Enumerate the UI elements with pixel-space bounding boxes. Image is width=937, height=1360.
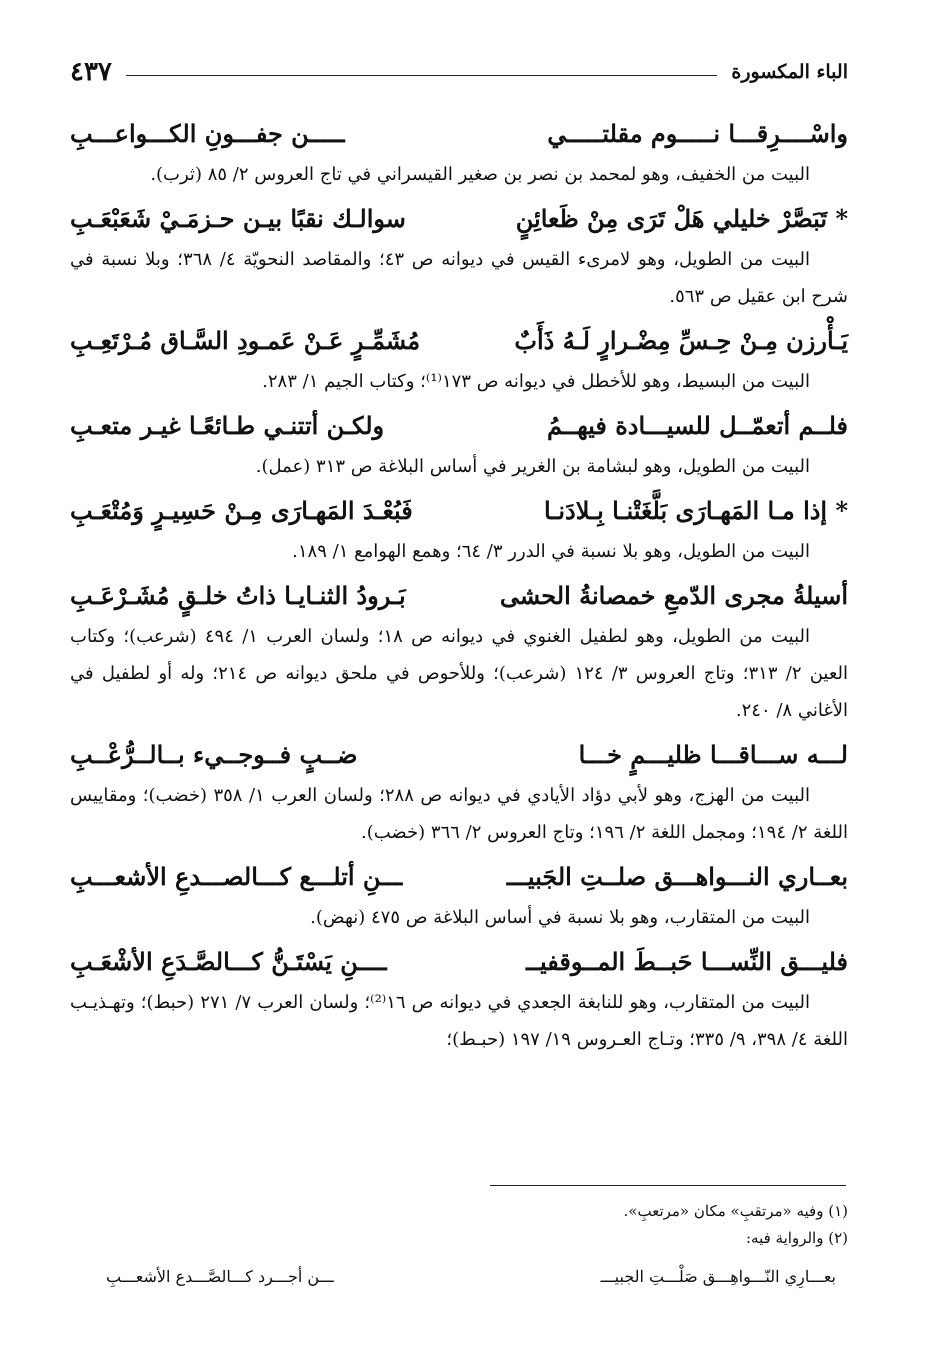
footnote-verse-first-hemistich: بعـــارِي النّـــواهِـــق صَلْـــتِ الجبيـــ: [600, 1267, 836, 1286]
page-number: ٤٣٧: [70, 57, 112, 87]
verse-first-hemistich: * إذا مـا المَهـارَى بَلَّغَتْنـا بِـلادَنـا: [544, 496, 848, 525]
verse-entry: [70, 319, 848, 400]
footnote-verse: [70, 1260, 848, 1294]
verse-second-hemistich: مُشَمِّـرٍ عَـنْ عَمـودِ السَّـاق مُـرْتَعِـبِ: [70, 326, 421, 355]
verse-line: [70, 940, 848, 984]
footnote-1: (١) وفيه «مرتقبِ» مكان «مرتعبِ».: [623, 1202, 848, 1220]
verse-first-hemistich: * تَبَصَّرْ خليلي هَلْ تَرَى مِنْ ظَعائِنٍ: [515, 204, 848, 233]
verse-second-hemistich: ولكـن أتتنـي طـائعًـا غيـر متعـبِ: [70, 411, 385, 440]
verse-attribution: البيت من الطويل، وهو لطفيل الغنوي في ديوانه ص ١٨؛ ولسان العرب ١/ ٤٩٤ (شرعب)؛ وكتاب العين ٢/ ٣١٣؛ وتاج العروس ٣/ ١٢٤ (شرعب)؛ وللأحوص في ملحق ديوانه ص ٢١٤؛ وله أو لطفيل في الأغاني ٨/ ٢٤٠.: [70, 626, 849, 721]
verse-entry: [70, 855, 848, 936]
verse-first-hemistich: واسْــــرِقـــا نـــــوم مقلتـــــي: [547, 119, 848, 148]
verse-first-hemistich: فلــم أتعمّــل للسيـــادة فيهــمُ: [547, 411, 848, 440]
verse-entry: [70, 112, 848, 193]
verse-entry: [70, 404, 848, 485]
verse-attribution: البيت من البسيط، وهو للأخطل في ديوانه ص ١٧٣⁽¹⁾؛ وكتاب الجيم ١/ ٢٨٣.: [262, 371, 810, 392]
verse-line: [70, 197, 848, 241]
verse-second-hemistich: ـــــن جفـــونِ الكـــواعـــبِ: [70, 119, 345, 148]
header-rule: [126, 75, 718, 76]
verse-second-hemistich: سوالـك نقبًا بيـن حـزمَـيْ شَعَبْعَـبِ: [70, 204, 406, 233]
verse-second-hemistich: بَـرودُ الثنـايـا ذاتُ خلـقٍ مُشَـرْعَـبِ: [70, 581, 406, 610]
verse-entry: [70, 574, 848, 729]
verse-first-hemistich: فليـــق النِّســـا حَبــطَ المــوقفيــ: [525, 947, 848, 976]
verse-second-hemistich: فَبُعْـدَ المَهـارَى مِـنْ حَسِيـرٍ وَمُتْعَـبِ: [70, 496, 413, 525]
verse-line: [70, 112, 848, 156]
verse-line: [70, 489, 848, 533]
verse-attribution: البيت من الطويل، وهو لبشامة بن الغرير في أساس البلاغة ص ٣١٣ (عمل).: [255, 456, 810, 477]
verse-attribution: البيت من الطويل، وهو بلا نسبة في الدرر ٣/ ٦٤؛ وهمع الهوامع ١/ ١٨٩.: [292, 541, 810, 562]
verse-first-hemistich: يَـأْرزن مِـنْ حِـسِّ مِضْـرارٍ لَـهُ ذَأَبٌ: [514, 326, 848, 355]
verse-entry: [70, 940, 848, 1058]
verse-attribution: البيت من الخفيف، وهو لمحمد بن نصر بن صغير القيسراني في تاج العروس ٢/ ٨٥ (ثرب).: [150, 164, 810, 185]
footnote-rule: [490, 1185, 846, 1186]
footnotes: [70, 1198, 848, 1294]
verse-second-hemistich: ـــنِ أتلـــع كـــالصـــدعِ الأشعـــبِ: [70, 862, 403, 891]
verse-entry: [70, 197, 848, 315]
section-title: الباء المكسورة: [731, 61, 848, 83]
footnote-verse-second-hemistich: ـــن أجـــرد كـــالصَّـــدع الأشعـــبِ: [106, 1267, 334, 1286]
verse-entries: [70, 112, 848, 1062]
verse-line: [70, 855, 848, 899]
verse-line: [70, 404, 848, 448]
verse-attribution: البيت من المتقارب، وهو للنابغة الجعدي في ديوانه ص ١٦⁽²⁾؛ ولسان العرب ٧/ ٢٧١ (حبط)؛ وتهـذيـب اللغة ٤/ ٣٩٨، ٩/ ٣٣٥؛ وتـاج العـروس ١٩/ ١٩٧ (حبـط)؛: [70, 992, 848, 1050]
verse-line: [70, 574, 848, 618]
verse-second-hemistich: ضــبٍ فــوجــيء بــالــرُّعْــبِ: [70, 740, 358, 769]
verse-line: [70, 319, 848, 363]
verse-attribution: البيت من الطويل، وهو لامرىء القيس في ديوانه ص ٤٣؛ والمقاصد النحويّة ٤/ ٣٦٨؛ وبلا نسبة في شرح ابن عقيل ص ٥٦٣.: [70, 249, 848, 307]
footnote-2: (٢) والرواية فيه:: [746, 1229, 848, 1247]
verse-first-hemistich: لـــه ســـاقـــا ظليـــمٍ خـــا: [578, 740, 848, 769]
verse-attribution: البيت من المتقارب، وهو بلا نسبة في أساس البلاغة ص ٤٧٥ (نهض).: [310, 907, 810, 928]
verse-first-hemistich: أسيلةُ مجرى الدّمعِ خمصانةُ الحشى: [499, 581, 848, 610]
page-header: [70, 52, 848, 92]
verse-first-hemistich: بعــاري النـــواهـــق صلــتِ الجَبيـــ: [506, 862, 848, 891]
verse-attribution: البيت من الهزج، وهو لأبي دؤاد الأيادي في ديوانه ص ٢٨٨؛ ولسان العرب ١/ ٣٥٨ (خضب)؛ ومقاييس اللغة ٢/ ١٩٤؛ ومجمل اللغة ٢/ ١٩٦؛ وتاج العروس ٢/ ٣٦٦ (خضب).: [70, 785, 848, 843]
verse-entry: [70, 733, 848, 851]
verse-entry: [70, 489, 848, 570]
verse-line: [70, 733, 848, 777]
verse-second-hemistich: ــــنِ يَسْتَـنُّ كـــالصَّـدَعِ الأشْعَـبِ: [70, 947, 387, 976]
